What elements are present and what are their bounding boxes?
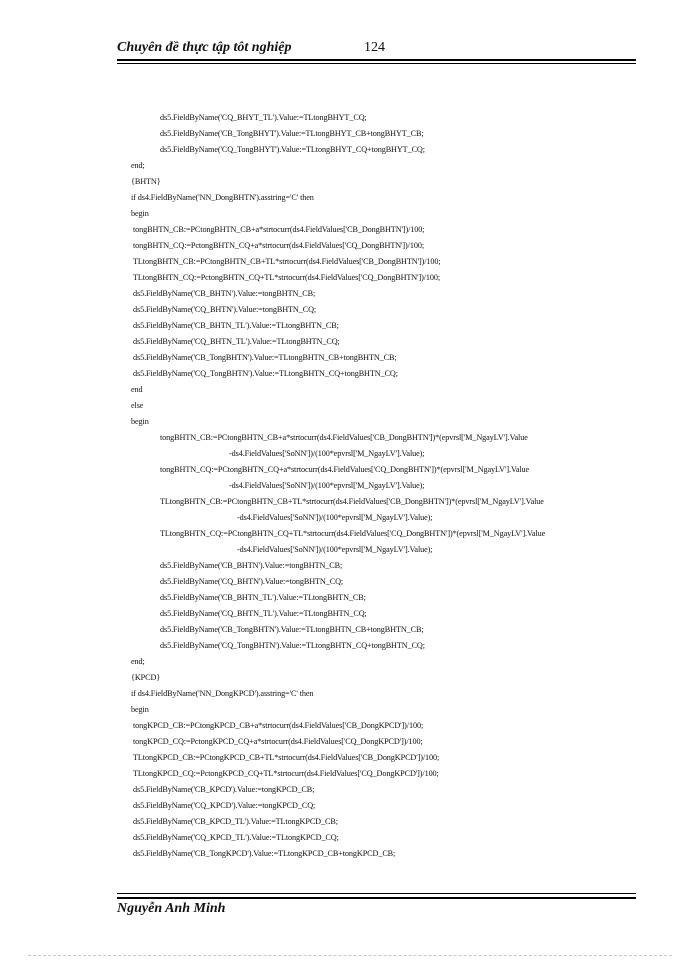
page-number: 124 <box>364 40 385 55</box>
code-line: ds5.FieldByName('CB_TongBHTN').Value:=TLtongBHTN_CB+tongBHTN_CB; <box>133 353 397 362</box>
code-line: else <box>131 401 144 410</box>
header-rule-thick <box>117 59 636 61</box>
code-line: {BHTN} <box>131 177 161 186</box>
code-line: ds5.FieldByName('CQ_BHTN').Value:=tongBHTN_CQ; <box>160 577 344 586</box>
code-line: ds5.FieldByName('CQ_BHTN_TL').Value:=TLtongBHTN_CQ; <box>133 337 340 346</box>
code-line: tongKPCD_CQ:=PctongKPCD_CQ+a*strtocurr(ds4.FieldValues['CQ_DongKPCD'])/100; <box>133 737 423 746</box>
code-line: TLtongBHTN_CB:=PCtongBHTN_CB+TL*strtocurr(ds4.FieldValues['CB_DongBHTN'])/100; <box>133 257 441 266</box>
code-line: if ds4.FieldByName('NN_DongBHTN').asstring='C' then <box>131 193 314 202</box>
footer-rule-thin <box>117 893 636 894</box>
code-line: begin <box>131 705 149 714</box>
code-line: end; <box>131 161 145 170</box>
code-line: tongKPCD_CB:=PCtongKPCD_CB+a*strtocurr(ds4.FieldValues['CB_DongKPCD'])/100; <box>133 721 424 730</box>
code-line: ds5.FieldByName('CB_BHTN_TL').Value:=TLtongBHTN_CB; <box>133 321 339 330</box>
page-bottom-border <box>28 955 672 956</box>
header-title: Chuyên đề thực tập tôt nghiệp <box>117 40 292 55</box>
code-line: TLtongBHTN_CQ:=PCtongBHTN_CQ+TL*strtocurr(ds4.FieldValues['CQ_DongBHTN'])*(epvrsl['M_NgayLV'].Value <box>160 529 546 538</box>
footer-author: Nguyễn Anh Minh <box>117 901 226 916</box>
code-line: end <box>131 385 143 394</box>
code-line: ds5.FieldByName('CQ_TongBHTN').Value:=TLtongBHTN_CQ+tongBHTN_CQ; <box>133 369 398 378</box>
code-line: TLtongKPCD_CQ:=PctongKPCD_CQ+TL*strtocurr(ds4.FieldValues['CQ_DongKPCD'])/100; <box>133 769 439 778</box>
code-line: ds5.FieldByName('CB_BHTN_TL').Value:=TLtongBHTN_CB; <box>160 593 366 602</box>
code-line: tongBHTN_CB:=PCtongBHTN_CB+a*strtocurr(ds4.FieldValues['CB_DongBHTN'])*(epvrsl['M_NgayLV'].Value <box>160 433 528 442</box>
footer-rule-thick <box>117 897 636 899</box>
header-rule-thin <box>117 63 636 64</box>
code-line: -ds4.FieldValues['SoNN'])/(100*epvrsl['M_NgayLV'].Value); <box>229 449 425 458</box>
code-line: ds5.FieldByName('CB_BHTN').Value:=tongBHTN_CB; <box>133 289 316 298</box>
code-line: ds5.FieldByName('CQ_KPCD').Value:=tongKPCD_CQ; <box>133 801 316 810</box>
code-line: begin <box>131 209 149 218</box>
code-line: ds5.FieldByName('CQ_BHYT_TL').Value:=TLtongBHYT_CQ; <box>160 113 367 122</box>
code-line: begin <box>131 417 149 426</box>
code-line: {KPCD} <box>131 673 161 682</box>
code-line: tongBHTN_CQ:=PctongBHTN_CQ+a*strtocurr(ds4.FieldValues['CQ_DongBHTN'])/100; <box>133 241 424 250</box>
code-line: ds5.FieldByName('CB_KPCD').Value:=tongKPCD_CB; <box>133 785 315 794</box>
code-line: TLtongKPCD_CB:=PCtongKPCD_CB+TL*strtocurr(ds4.FieldValues['CB_DongKPCD'])/100; <box>133 753 440 762</box>
code-line: ds5.FieldByName('CQ_BHTN').Value:=tongBHTN_CQ; <box>133 305 317 314</box>
code-line: -ds4.FieldValues['SoNN'])/(100*epvrsl['M_NgayLV'].Value); <box>237 545 433 554</box>
code-line: end; <box>131 657 145 666</box>
code-line: -ds4.FieldValues['SoNN'])/(100*epvrsl['M_NgayLV'].Value); <box>229 481 425 490</box>
code-line: if ds4.FieldByName('NN_DongKPCD').asstring='C' then <box>131 689 314 698</box>
code-line: tongBHTN_CB:=PCtongBHTN_CB+a*strtocurr(ds4.FieldValues['CB_DongBHTN'])/100; <box>133 225 425 234</box>
code-line: ds5.FieldByName('CQ_TongBHYT').Value:=TLtongBHYT_CQ+tongBHYT_CQ; <box>160 145 425 154</box>
code-line: ds5.FieldByName('CQ_BHTN_TL').Value:=TLtongBHTN_CQ; <box>160 609 367 618</box>
code-line: ds5.FieldByName('CQ_TongBHTN').Value:=TLtongBHTN_CQ+tongBHTN_CQ; <box>160 641 425 650</box>
code-line: ds5.FieldByName('CB_TongBHTN').Value:=TLtongBHTN_CB+tongBHTN_CB; <box>160 625 424 634</box>
code-line: tongBHTN_CQ:=PCtongBHTN_CQ+a*strtocurr(ds4.FieldValues['CQ_DongBHTN'])*(epvrsl['M_NgayLV'].Value <box>160 465 530 474</box>
code-line: ds5.FieldByName('CB_TongBHYT').Value:=TLtongBHYT_CB+tongBHYT_CB; <box>160 129 424 138</box>
code-line: TLtongBHTN_CB:=PCtongBHTN_CB+TL*strtocurr(ds4.FieldValues['CB_DongBHTN'])*(epvrsl['M_NgayLV'].Value <box>160 497 544 506</box>
code-line: ds5.FieldByName('CB_BHTN').Value:=tongBHTN_CB; <box>160 561 343 570</box>
code-line: ds5.FieldByName('CQ_KPCD_TL').Value:=TLtongKPCD_CQ; <box>133 833 339 842</box>
code-line: -ds4.FieldValues['SoNN'])/(100*epvrsl['M_NgayLV'].Value); <box>237 513 433 522</box>
code-line: TLtongBHTN_CQ:=PctongBHTN_CQ+TL*strtocurr(ds4.FieldValues['CQ_DongBHTN'])/100; <box>133 273 441 282</box>
code-line: ds5.FieldByName('CB_TongKPCD').Value:=TLtongKPCD_CB+tongKPCD_CB; <box>133 849 396 858</box>
code-line: ds5.FieldByName('CB_KPCD_TL').Value:=TLtongKPCD_CB; <box>133 817 338 826</box>
